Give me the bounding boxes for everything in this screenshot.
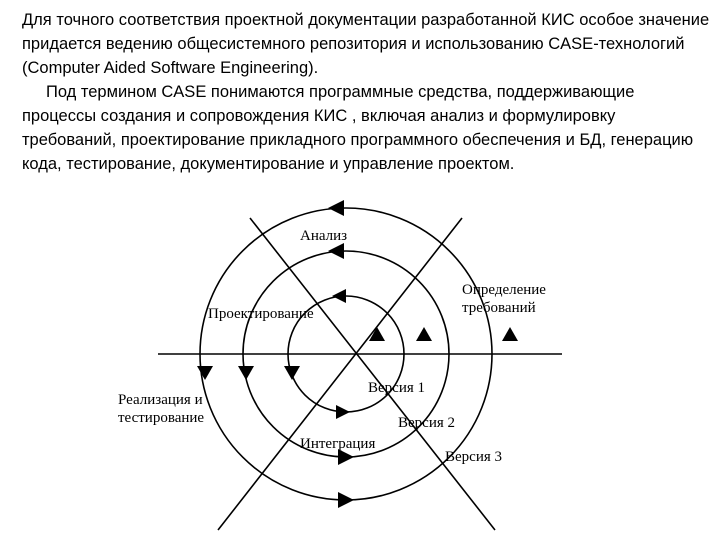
- label-integration: Интеграция: [300, 436, 376, 452]
- diagonal-line-1: [250, 218, 495, 530]
- arrow-top-inner: [332, 289, 346, 303]
- paragraph-2: Под термином CASE понимаются программные средства, поддерживающие процессы создания и сопровождения КИС , включая анализ и формулировку требований, проектирование прикладного программного обеспечения и БД, генерацию кода, тестирование, документирование и управление проектом.: [22, 83, 694, 173]
- arrow-bottom-outer: [338, 492, 354, 508]
- label-implementation-line1: Реализация и: [118, 392, 203, 408]
- arrow-left-middle: [238, 366, 254, 380]
- label-version-1: Версия 1: [368, 380, 425, 396]
- label-requirements-line2: требований: [462, 300, 536, 316]
- label-requirements-line1: Определение: [462, 282, 546, 298]
- label-version-2: Версия 2: [398, 415, 455, 431]
- arrow-right-middle: [416, 327, 432, 341]
- arrow-top-outer: [328, 200, 344, 216]
- label-design: Проектирование: [208, 306, 314, 322]
- arrow-top-middle: [328, 243, 344, 259]
- arrow-bottom-inner: [336, 405, 350, 419]
- label-analysis: Анализ: [300, 228, 348, 244]
- label-version-3: Версия 3: [445, 449, 502, 465]
- diagonal-line-2: [218, 218, 462, 530]
- arrow-right-outer: [502, 327, 518, 341]
- label-implementation-line2: тестирование: [118, 410, 205, 426]
- arrow-left-inner: [284, 366, 300, 380]
- arrow-left-outer: [197, 366, 213, 380]
- paragraph-1: Для точного соответствия проектной документации разработанной КИС особое значение придается ведению общесистемного репозитория и использованию CASE-технологий (Computer Aided Software Engineering).: [22, 11, 710, 77]
